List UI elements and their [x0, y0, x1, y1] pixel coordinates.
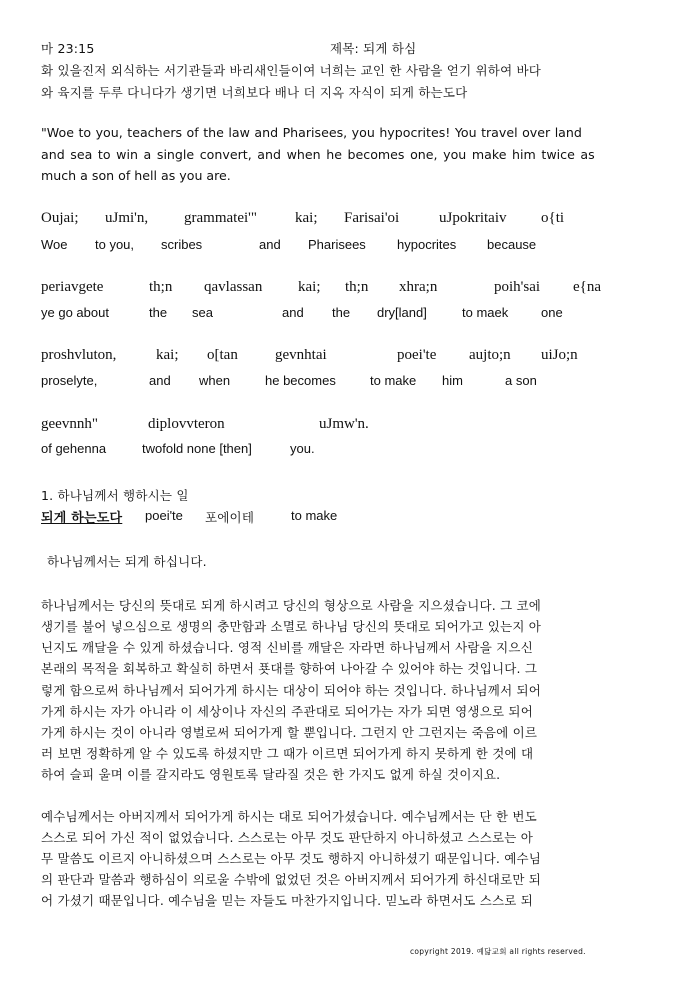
greek-word: Oujai;	[41, 210, 79, 226]
greek-word: Farisai'oi	[344, 210, 400, 226]
gloss-word: ye go about	[41, 305, 109, 320]
paragraph-line: 러 보면 정확하게 알 수 있도록 하셨지만 그 때가 이르면 되어가게 하지 못하게 한 것에 대	[41, 746, 534, 761]
greek-word: kai;	[295, 210, 318, 226]
page-title: 제목: 되게 하심	[330, 41, 417, 56]
gloss-word: he becomes	[265, 373, 336, 388]
korean-verse-line: 와 육지를 두루 다니다가 생기면 너희보다 배나 더 지옥 자식이 되게 하는도다	[41, 85, 468, 100]
paragraph-line: 본래의 목적을 회복하고 확실히 하면서 푯대를 향하여 나아갈 수 있어야 하는 것입니다. 그	[41, 661, 538, 676]
greek-word: e{na	[573, 279, 602, 295]
greek-word: uJpokritaiv	[439, 210, 507, 226]
section-heading: 1. 하나님께서 행하시는 일	[41, 488, 189, 503]
section-transliteration: 포에이테	[205, 510, 255, 525]
gloss-word: to make	[370, 373, 417, 388]
gloss-word: dry[land]	[377, 305, 427, 320]
section-keyword: 되게 하는도다	[41, 511, 123, 526]
gloss-word: the	[149, 305, 168, 320]
gloss-word: Pharisees	[308, 237, 366, 252]
gloss-word: one	[541, 305, 563, 320]
greek-word: proshvluton,	[41, 347, 117, 363]
greek-word: qavlassan	[204, 279, 263, 295]
gloss-word: sea	[192, 305, 213, 320]
gloss-word: and	[282, 305, 304, 320]
gloss-word: hypocrites	[397, 237, 457, 252]
gloss-word: when	[199, 373, 231, 388]
paragraph-line: 무 말씀도 이르지 아니하셨으며 스스로는 아무 것도 행하지 아니하셨기 때문입니다. 예수님	[41, 851, 542, 866]
paragraph-line: 하나님께서는 당신의 뜻대로 되게 하시려고 당신의 형상으로 사람을 지으셨습니다. 그 코에	[41, 598, 542, 613]
gloss-word: the	[332, 305, 351, 320]
verse-reference: 마 23:15	[41, 41, 95, 56]
english-verse-line: "Woe to you, teachers of the law and Pharisees, you hypocrites! You travel over land	[41, 125, 582, 140]
paragraph-line: 렇게 함으로써 하나님께서 되어가게 하시는 대상이 되어야 하는 것입니다. 하나님께서 되어	[41, 683, 542, 698]
statement: 하나님께서는 되게 하십니다.	[47, 554, 207, 569]
greek-word: gevnhtai	[275, 347, 327, 363]
paragraph-line: 생기를 불어 넣으심으로 생명의 충만함과 소멸로 하나님 당신의 뜻대로 되어가고 있는지 아	[41, 619, 542, 634]
paragraph-line: 하여 슬피 울며 이를 갈지라도 영원토록 달라질 것은 한 가지도 없게 하실 것이지요.	[41, 767, 501, 782]
greek-word: xhra;n	[399, 279, 438, 295]
paragraph-line: 예수님께서는 아버지께서 되어가게 하시는 대로 되어가셨습니다. 예수님께서는 단 한 번도	[41, 809, 537, 824]
section-greek-word: poei'te	[145, 508, 183, 523]
gloss-word: Woe	[41, 237, 68, 252]
greek-word: th;n	[345, 279, 369, 295]
greek-word: periavgete	[41, 279, 104, 295]
gloss-word: to you,	[95, 237, 135, 252]
greek-word: geevnnh"	[41, 416, 98, 432]
greek-word: uJmi'n,	[105, 210, 149, 226]
gloss-word: and	[149, 373, 171, 388]
greek-word: kai;	[156, 347, 179, 363]
greek-word: poei'te	[397, 347, 437, 363]
gloss-word: to maek	[462, 305, 509, 320]
gloss-word: and	[259, 237, 281, 252]
greek-word: kai;	[298, 279, 321, 295]
gloss-word: scribes	[161, 237, 203, 252]
gloss-word: him	[442, 373, 463, 388]
greek-word: aujto;n	[469, 347, 511, 363]
gloss-word: you.	[290, 441, 315, 456]
paragraph-line: 가게 하시는 것이 아니라 영벌로써 되어가게 할 뿐입니다. 그런지 안 그런지는 죽음에 이르	[41, 725, 538, 740]
gloss-word: twofold none [then]	[142, 441, 252, 456]
greek-word: o{ti	[541, 210, 565, 226]
greek-word: th;n	[149, 279, 173, 295]
paragraph-line: 의 판단과 말씀과 행하심이 의로울 수밖에 없었던 것은 아버지께서 되어가게 하신대로만 되	[41, 872, 542, 887]
english-verse-line: much a son of hell as you are.	[41, 168, 231, 183]
greek-word: grammatei'"	[184, 210, 257, 226]
gloss-word: because	[487, 237, 537, 252]
greek-word: o[tan	[207, 347, 238, 363]
greek-word: diplovvteron	[148, 416, 225, 432]
greek-word: uJmw'n.	[319, 416, 369, 432]
paragraph-line: 스스로 되어 가신 적이 없었습니다. 스스로는 아무 것도 판단하지 아니하셨고 스스로는 아	[41, 830, 533, 845]
gloss-word: a son	[505, 373, 537, 388]
greek-word: uiJo;n	[541, 347, 578, 363]
gloss-word: of gehenna	[41, 441, 107, 456]
copyright-notice: copyright 2019. 예닮교회 all rights reserved.	[410, 947, 586, 956]
english-verse-line: and sea to win a single convert, and when he becomes one, you make him twice as	[41, 147, 595, 162]
section-meaning: to make	[291, 508, 338, 523]
paragraph-line: 가게 하시는 자가 아니라 이 세상이나 자신의 주관대로 되어가는 자가 되면 영생으로 되어	[41, 704, 533, 719]
paragraph-line: 닌지도 깨달을 수 있게 하셨습니다. 영적 신비를 깨달은 자라면 하나님께서 사람을 지으신	[41, 640, 533, 655]
greek-word: poih'sai	[494, 279, 541, 295]
korean-verse-line: 화 있을진저 외식하는 서기관들과 바리새인들이여 너희는 교인 한 사람을 얻기 위하여 바다	[41, 63, 542, 78]
paragraph-line: 어 가셨기 때문입니다. 예수님을 믿는 자들도 마찬가지입니다. 믿노라 하면서도 스스로 되	[41, 893, 533, 908]
gloss-word: proselyte,	[41, 373, 98, 388]
